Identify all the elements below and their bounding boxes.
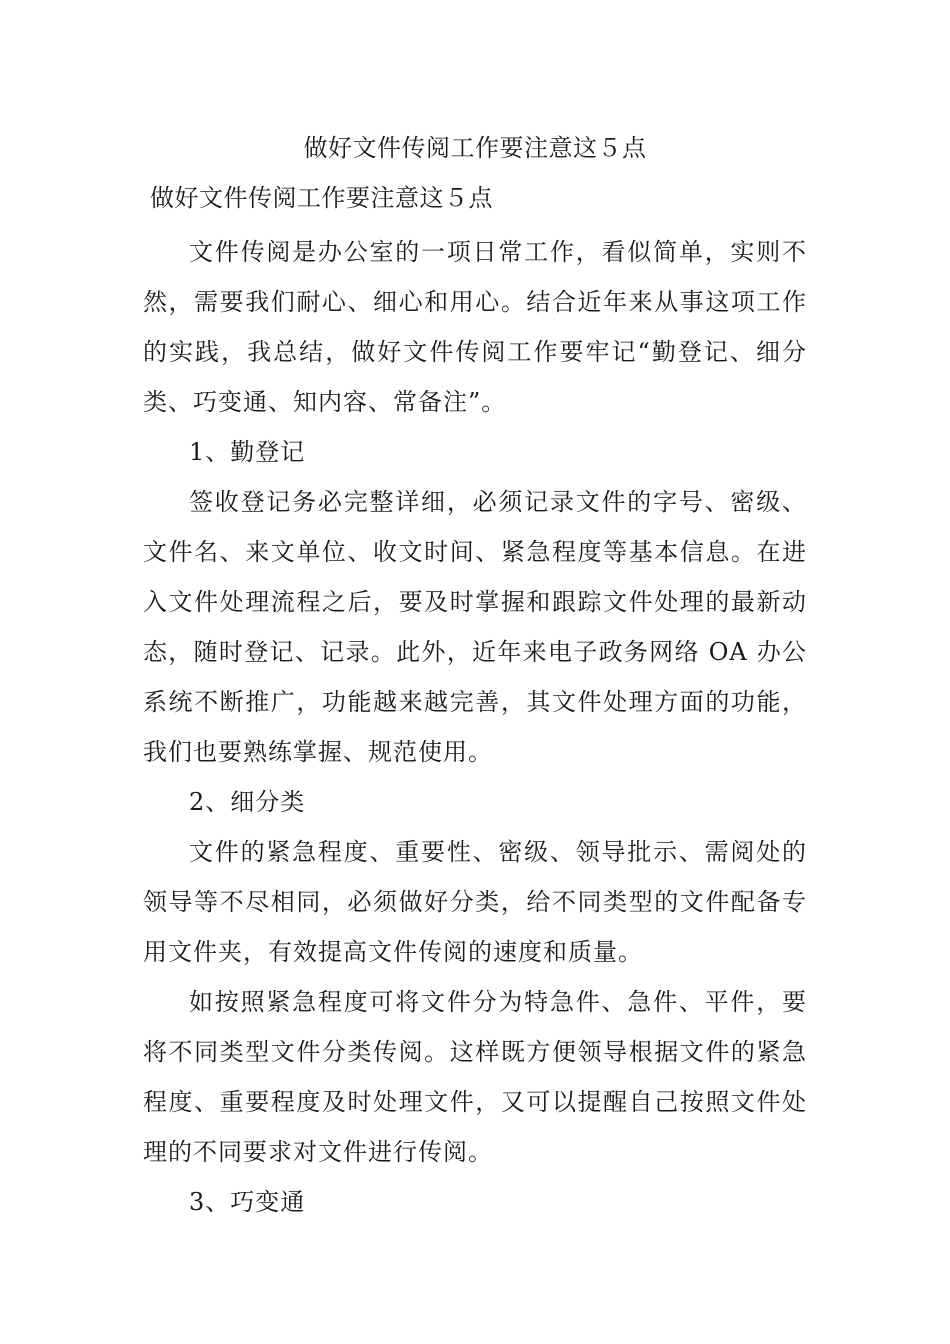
paragraph-register: 签收登记务必完整详细，必须记录文件的字号、密级、文件名、来文单位、收文时间、紧急程度等基本信息。在进入文件处理流程之后，要及时掌握和跟踪文件处理的最新动态，随时登记、记录。此外，近年来电子政务网络 OA 办公系统不断推广，功能越来越完善，其文件处理方面的功能，我们也要熟练掌握、规范使用。 (143, 488, 807, 766)
document-body (143, 227, 807, 1227)
paragraph-intro: 文件传阅是办公室的一项日常工作，看似简单，实则不然，需要我们耐心、细心和用心。结合近年来从事这项工作的实践，我总结，做好文件传阅工作要牢记“勤登记、细分类、巧变通、知内容、常备注”。 (143, 238, 807, 416)
document-subtitle: 做好文件传阅工作要注意这５点 (150, 184, 493, 212)
section-heading-2: 2、细分类 (189, 788, 306, 816)
section-heading-1: 1、勤登记 (189, 438, 306, 466)
paragraph-classify: 文件的紧急程度、重要性、密级、领导批示、需阅处的领导等不尽相同，必须做好分类，给不同类型的文件配备专用文件夹，有效提高文件传阅的速度和质量。 (143, 838, 807, 966)
paragraph-urgency: 如按照紧急程度可将文件分为特急件、急件、平件，要将不同类型文件分类传阅。这样既方便领导根据文件的紧急程度、重要程度及时处理文件，又可以提醒自己按照文件处理的不同要求对文件进行传阅。 (143, 988, 807, 1166)
section-heading-3: 3、巧变通 (189, 1188, 306, 1216)
document-title: 做好文件传阅工作要注意这５点 (303, 134, 647, 162)
